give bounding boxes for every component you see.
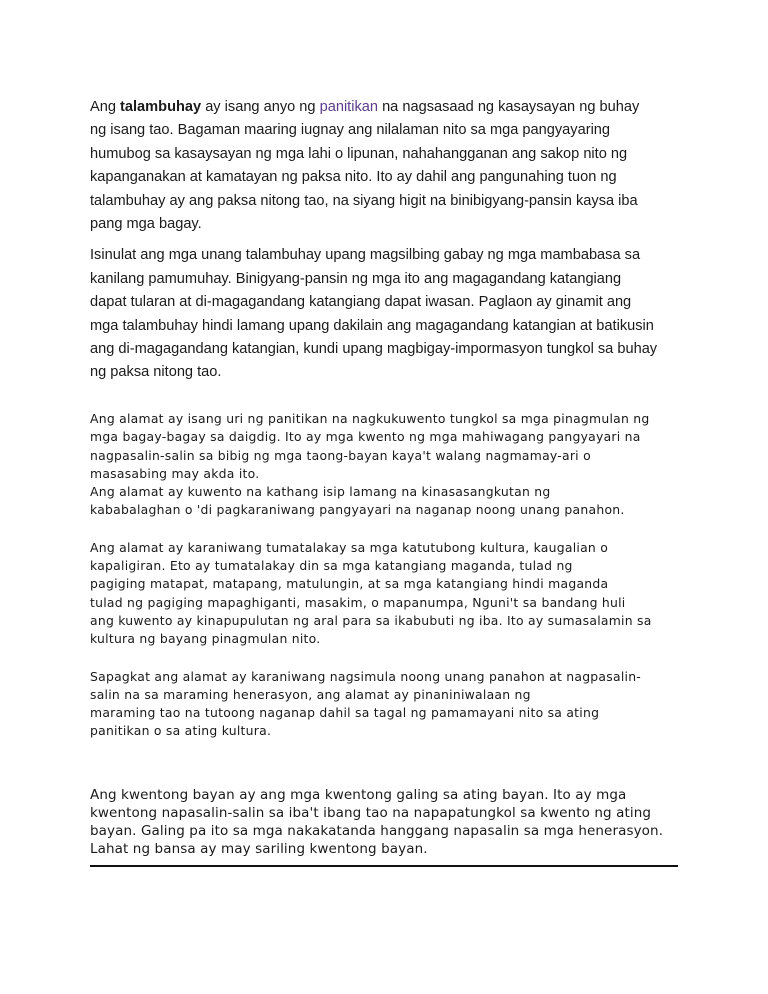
alamat-section [90,410,690,760]
paragraph-line: pagiging matapat, matapang, matulungin, at sa mga katangiang hindi maganda [90,576,609,592]
paragraph-line: kanilang pamumuhay. Binigyang-pansin ng mga ito ang magagandang katangiang [90,270,622,287]
paragraph-line: bayan. Galing pa ito sa mga nakakatanda hanggang napasalin sa mga henerasyon. [90,823,664,839]
paragraph-line: kapanganakan at kamatayan ng paksa nito. Ito ay dahil ang pangunahing tuon ng [90,169,617,186]
paragraph-line [90,96,690,119]
horizontal-rule [90,865,678,867]
paragraph-line: mga talambuhay hindi lamang upang dakilain ang magagandang katangian at batikusin [90,317,654,334]
paragraph-line: ang kuwento ay kinapupulutan ng aral para sa ikabubuti ng iba. Ito ay sumasalamin sa [90,612,652,628]
talambuhay-paragraph-1 [90,96,690,236]
kwentong-bayan-paragraph [90,786,690,858]
paragraph-line: kapaligiran. Eto ay tumatalakay din sa mga katangiang maganda, tulad ng [90,558,573,574]
paragraph-line: Ang alamat ay karaniwang tumatalakay sa mga katutubong kultura, kaugalian o [90,539,609,555]
paragraph-line: Ang kwentong bayan ay ang mga kwentong galing sa ating bayan. Ito ay mga [90,787,627,803]
paragraph-line: masasabing may akda ito. [90,465,260,481]
paragraph-line: ang di-magagandang katangian, kundi upang magbigay-impormasyon tungkol sa buhay [90,341,658,358]
paragraph-line: ng paksa nitong tao. [90,364,222,381]
paragraph-line: Lahat ng bansa ay may sariling kwentong bayan. [90,841,428,857]
paragraph-line: humubog sa kasaysayan ng mga lahi o lipunan, nahahangganan ang sakop nito ng [90,145,628,162]
term-talambuhay: talambuhay [120,99,202,115]
kwentong-bayan-section [90,786,690,858]
paragraph-line: Sapagkat ang alamat ay karaniwang nagsimula noong unang panahon at nagpasalin- [90,668,642,684]
paragraph-line: panitikan o sa ating kultura. [90,723,272,739]
paragraph-line: kababalaghan o 'di pagkaraniwang pangyayari na naganap noong unang panahon. [90,502,625,518]
text-span: Ang [90,99,121,115]
alamat-paragraph-2 [90,539,690,649]
text-span: ay isang anyo ng [201,99,320,115]
paragraph-line: maraming tao na tutoong naganap dahil sa tagal ng pamamayani nito sa ating [90,705,600,721]
paragraph-line: ng isang tao. Bagaman maaring iugnay ang nilalaman nito sa mga pangyayaring [90,122,611,139]
paragraph-line: Ang alamat ay isang uri ng panitikan na nagkukuwento tungkol sa mga pinagmulan ng [90,411,650,426]
alamat-paragraph-1 [90,410,690,520]
paragraph-line: mga bagay-bagay sa daigdig. Ito ay mga kwento ng mga mahiwagang pangyayari na [90,429,641,445]
paragraph-line: Isinulat ang mga unang talambuhay upang magsilbing gabay ng mga mambabasa sa [90,247,641,264]
text-span: na nagsasaad ng kasaysayan ng buhay [378,99,640,115]
paragraph-line: pang mga bagay. [90,216,202,233]
alamat-paragraph-3 [90,668,690,741]
paragraph-line: talambuhay ay ang paksa nitong tao, na siyang higit na binibigyang-pansin kaysa iba [90,192,638,209]
talambuhay-section [90,96,690,393]
paragraph-line: tulad ng pagiging mapaghiganti, masakim, o mapanumpa, Nguni't sa bandang huli [90,594,626,610]
paragraph-line: Ang alamat ay kuwento na kathang isip lamang na kinasasangkutan ng [90,484,551,500]
talambuhay-paragraph-2 [90,244,690,384]
paragraph-line: nagpasalin-salin sa bibig ng mga taong-bayan kaya't walang nagmamay-ari o [90,447,591,463]
panitikan-link[interactable]: panitikan [319,99,379,115]
paragraph-line: kultura ng bayang pinagmulan nito. [90,631,321,647]
paragraph-line: dapat tularan at di-magagandang katangiang dapat iwasan. Paglaon ay ginamit ang [90,294,632,311]
paragraph-line: kwentong napasalin-salin sa iba't ibang tao na napapatungkol sa kwento ng ating [90,805,652,821]
paragraph-line: salin na sa maraming henerasyon, ang alamat ay pinaniniwalaan ng [90,686,531,702]
